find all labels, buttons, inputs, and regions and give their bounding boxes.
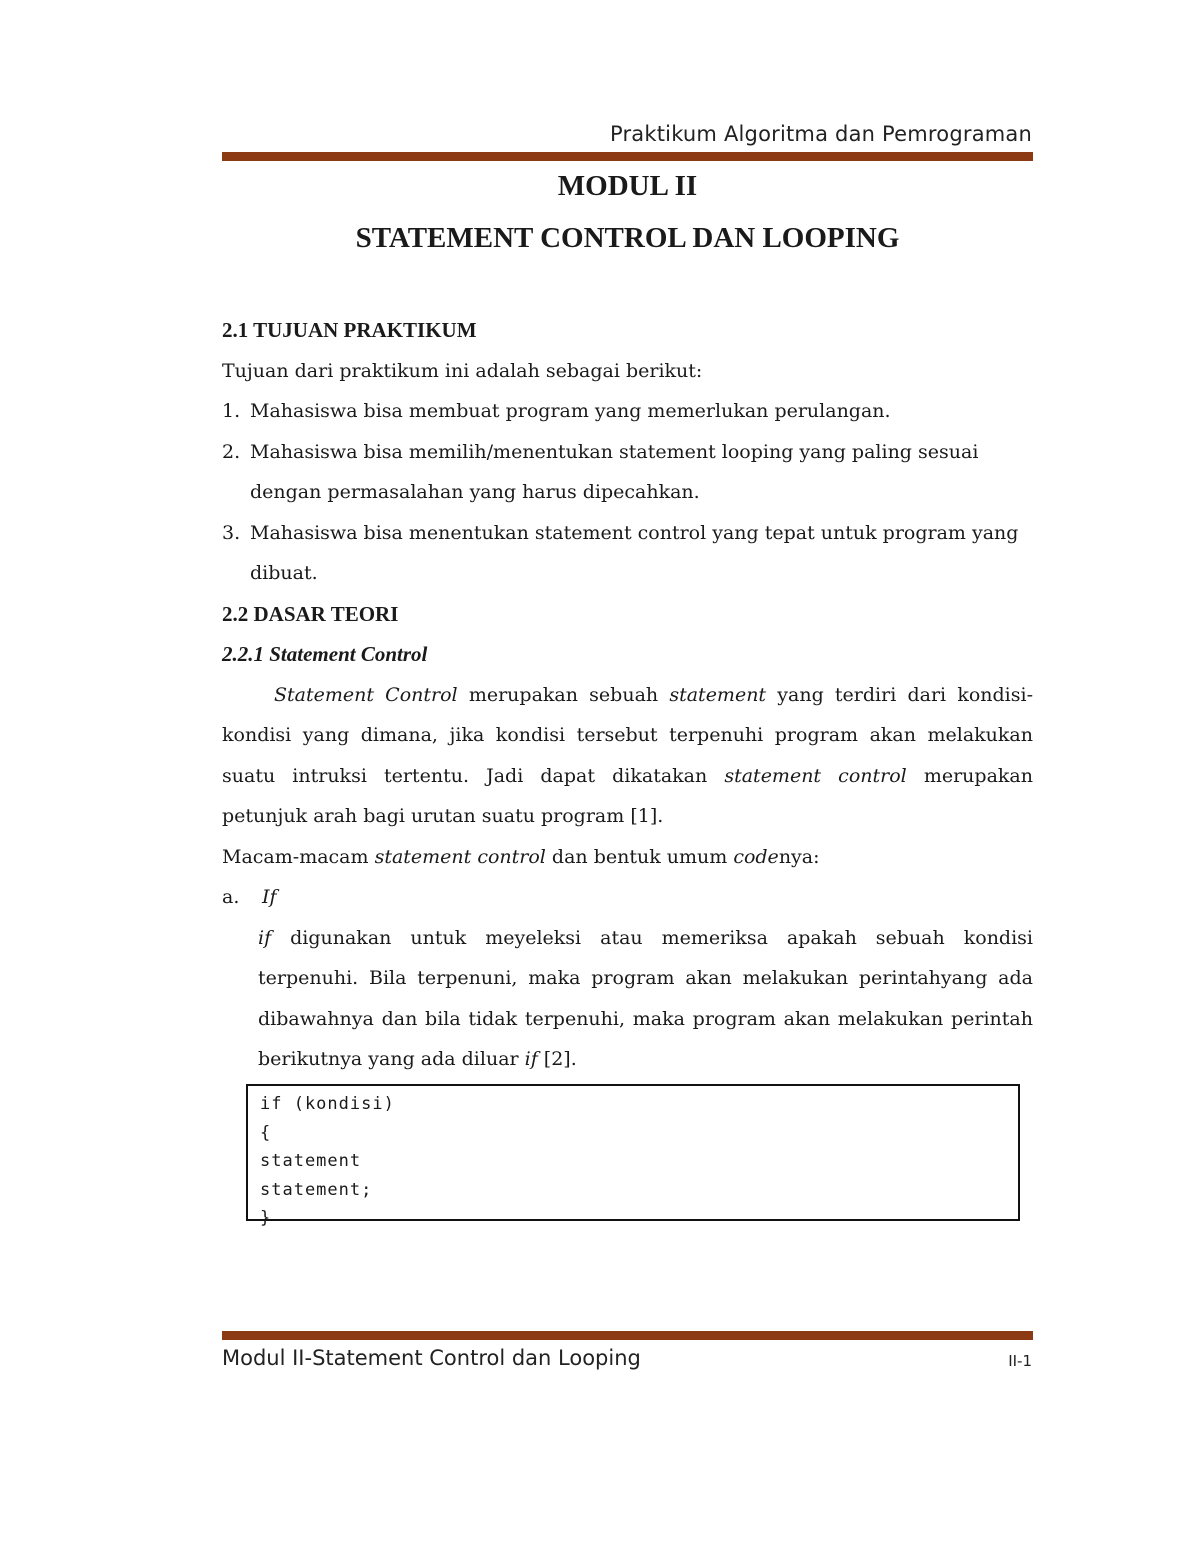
list-text: Mahasiswa bisa memilih/menentukan statement looping yang paling sesuai dengan permasalahan yang harus dipecahkan. xyxy=(250,440,979,503)
text-run: dan bentuk umum xyxy=(545,845,734,868)
term: if xyxy=(524,1048,538,1070)
section-heading-tujuan: 2.1 TUJUAN PRAKTIKUM xyxy=(222,318,477,342)
text-run: digunakan untuk meyeleksi atau memeriksa apakah sebuah kondisi terpenuhi. Bila terpenuni, maka program akan melakukan perintahyang ada dibawahnya dan bila tidak terpenuhi, maka program akan melakukan perintah berikutnya yang ada diluar xyxy=(258,926,1033,1070)
item-letter: a. xyxy=(222,886,240,908)
code-block xyxy=(246,1084,1020,1228)
footer-rule xyxy=(222,1331,1033,1340)
code-line: statement; xyxy=(260,1179,373,1200)
section-intro: Tujuan dari praktikum ini adalah sebagai berikut: xyxy=(222,359,703,382)
list-item xyxy=(222,391,1033,432)
list-number: 3. xyxy=(222,521,241,544)
code-line: { xyxy=(260,1122,272,1143)
module-title: STATEMENT CONTROL DAN LOOPING xyxy=(355,222,900,254)
list-text: Mahasiswa bisa membuat program yang memerlukan perulangan. xyxy=(250,400,891,422)
module-number: MODUL II xyxy=(557,170,698,202)
subsection-heading: 2.2.1 Statement Control xyxy=(222,642,428,666)
paragraph-macam xyxy=(222,837,1033,878)
list-item xyxy=(222,513,1033,594)
code-line: } xyxy=(260,1208,272,1228)
term: statement control xyxy=(374,845,546,868)
list-item xyxy=(222,432,1033,513)
term: code xyxy=(733,845,779,868)
list-number: 1. xyxy=(222,400,241,422)
text-run: [2]. xyxy=(537,1048,577,1070)
text-run: merupakan sebuah xyxy=(457,683,670,706)
lettered-item-if xyxy=(222,877,1033,918)
item-title: If xyxy=(262,886,277,908)
text-run: Macam-macam xyxy=(222,845,375,868)
text-run: nya: xyxy=(778,845,820,868)
term: statement xyxy=(669,683,767,706)
text-run: merupakan petunjuk arah bagi urutan suatu program [1]. xyxy=(222,764,1033,827)
body-content xyxy=(222,310,1033,1080)
term: Statement Control xyxy=(274,683,458,706)
header-rule xyxy=(222,152,1033,161)
list-number: 2. xyxy=(222,440,241,463)
list-text: Mahasiswa bisa menentukan statement control yang tepat untuk program yang dibuat. xyxy=(250,521,1019,584)
term: if xyxy=(258,926,272,949)
page-number: II-1 xyxy=(1008,1352,1032,1370)
paragraph-if xyxy=(222,918,1033,1080)
text-run: yang terdiri dari kondisi-kondisi yang dimana, jika kondisi tersebut terpenuhi program akan melakukan suatu intruksi tertentu. Jadi dapat dikatakan xyxy=(222,683,1033,787)
term: statement control xyxy=(724,764,907,787)
page-footer: Modul II-Statement Control dan Looping xyxy=(222,1346,641,1370)
section-heading-dasar-teori: 2.2 DASAR TEORI xyxy=(222,601,399,626)
code-line: statement xyxy=(260,1151,362,1171)
code-line: if (kondisi) xyxy=(260,1094,395,1114)
page-header: Praktikum Algoritma dan Pemrograman xyxy=(609,122,1032,146)
paragraph-statement-control xyxy=(222,675,1033,837)
